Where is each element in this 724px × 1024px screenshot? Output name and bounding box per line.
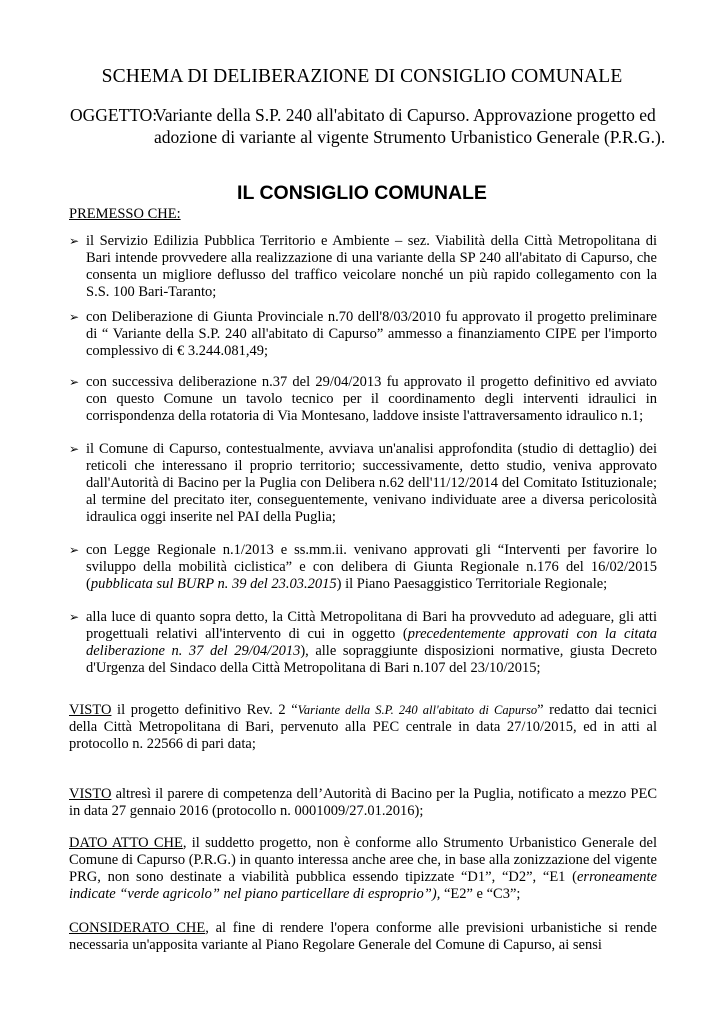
premise-item bbox=[69, 441, 657, 526]
dato-atto-paragraph bbox=[69, 835, 657, 903]
visto-keyword: VISTO bbox=[69, 786, 112, 802]
arrow-bullet-icon: ➢ bbox=[69, 543, 80, 557]
visto-paragraph bbox=[69, 702, 657, 753]
premise-item bbox=[69, 542, 657, 593]
premise-text bbox=[86, 609, 657, 677]
premise-item bbox=[69, 233, 657, 301]
document-title: SCHEMA DI DELIBERAZIONE DI CONSIGLIO COMUNALE bbox=[101, 66, 623, 87]
premise-text-part: ), alle sopraggiunte disposizioni normative, giusta Decreto d'Urgenza del Sindaco della Città Metropolitana di Bari n.107 del 23/10/2015; bbox=[86, 643, 657, 676]
dato-atto-keyword: DATO ATTO CHE bbox=[69, 835, 183, 851]
paragraph-text: , al fine di rendere l'opera conforme alle previsioni urbanistiche si rende necessaria un'apposita variante al Piano Regolare Generale del Comune di Capurso, ai sensi bbox=[69, 920, 657, 953]
premise-italic-part: pubblicata sul BURP n. 39 del 23.03.2015 bbox=[90, 576, 337, 592]
subject-line-2: adozione di variante al vigente Strumento Urbanistico Generale (P.R.G.). bbox=[154, 127, 666, 147]
premise-text: il Comune di Capurso, contestualmente, avviava un'analisi approfondita (studio di dettaglio) dei reticoli che interessano il proprio territorio; successivamente, detto studio, veniva approvato dall'Autorità di Bacino per la Puglia con Delibera n.62 dell'11/12/2014 del Comitato Istituzionale; al termine del precitato iter, conseguentemente, venivano individuate aree a diversa pericolosità idraulica oggi inserite nel PAI della Puglia; bbox=[86, 441, 657, 525]
premesso-label: PREMESSO CHE: bbox=[69, 206, 181, 222]
arrow-bullet-icon: ➢ bbox=[69, 375, 80, 389]
paragraph-text: “E2” e “C3”; bbox=[440, 886, 521, 902]
subject-label: OGGETTO: bbox=[70, 105, 158, 125]
premise-text-part: con Legge Regionale n.1/2013 e ss.mm.ii. venivano approvati gli “Interventi per favorire lo sviluppo della mobilità ciclistica” e con delibera di Giunta Regionale n.176 del 16/02/2015 ( bbox=[86, 542, 657, 592]
premise-italic-part: precedentemente approvati con la citata deliberazione n. 37 del 29/04/2013 bbox=[86, 626, 657, 659]
premise-text bbox=[86, 542, 657, 593]
premise-text: con Deliberazione di Giunta Provinciale n.70 dell'8/03/2010 fu approvato il progetto preliminare di “ Variante della S.P. 240 all'abitato di Capurso” ammesso a finanziamento CIPE per l'importo complessivo di € 3.244.081,49; bbox=[86, 309, 657, 359]
premise-item bbox=[69, 374, 657, 425]
arrow-bullet-icon: ➢ bbox=[69, 442, 80, 456]
subject-line-1: Variante della S.P. 240 all'abitato di Capurso. Approvazione progetto ed bbox=[154, 105, 656, 125]
subject-block bbox=[70, 104, 665, 148]
premise-text-part: alla luce di quanto sopra detto, la Città Metropolitana di Bari ha provveduto ad adeguare, gli atti progettuali relativi all'intervento di cui in oggetto ( bbox=[86, 609, 657, 642]
considerato-keyword: CONSIDERATO CHE bbox=[69, 920, 206, 936]
premise-text: con successiva deliberazione n.37 del 29/04/2013 fu approvato il progetto definitivo ed avviato con questo Comune un tavolo tecnico per il coordinamento degli interventi idraulici in corrispondenza della rotatoria di Via Montesano, laddove insiste l'attraversamento idraulico n.1; bbox=[86, 374, 657, 424]
arrow-bullet-icon: ➢ bbox=[69, 610, 80, 624]
council-heading: IL CONSIGLIO COMUNALE bbox=[237, 182, 487, 204]
premise-text-part: ) il Piano Paesaggistico Territoriale Regionale; bbox=[336, 576, 608, 592]
premise-item bbox=[69, 309, 657, 360]
paragraph-text: altresì il parere di competenza dell’Autorità di Bacino per la Puglia, notificato a mezzo PEC in data 27 gennaio 2016 (protocollo n. 0001009/27.01.2016); bbox=[69, 786, 657, 819]
premise-item bbox=[69, 609, 657, 677]
paragraph-text: ” redatto dai tecnici della Città Metropolitana di Bari, pervenuto alla PEC centrale in data 27/10/2015, ed in atti al protocollo n. 22566 di pari data; bbox=[69, 702, 657, 752]
paragraph-italic: Variante della S.P. 240 all'abitato di Capurso bbox=[297, 703, 538, 717]
arrow-bullet-icon: ➢ bbox=[69, 310, 80, 324]
visto-paragraph bbox=[69, 786, 657, 820]
considerato-paragraph bbox=[69, 920, 657, 954]
paragraph-italic: erroneamente indicate “verde agricolo” nel piano particellare di esproprio”), bbox=[69, 869, 657, 902]
arrow-bullet-icon: ➢ bbox=[69, 234, 80, 248]
premise-text: il Servizio Edilizia Pubblica Territorio e Ambiente – sez. Viabilità della Città Metropolitana di Bari intende provvedere alla realizzazione di una variante della SP 240 all'abitato di Capurso, che consenta un migliore deflusso del traffico veicolare nonché un più rapido collegamento con la S.S. 100 Bari-Taranto; bbox=[86, 233, 657, 300]
visto-keyword: VISTO bbox=[69, 702, 112, 718]
paragraph-text: il progetto definitivo Rev. 2 “ bbox=[111, 702, 298, 718]
paragraph-text: , il suddetto progetto, non è conforme allo Strumento Urbanistico Generale del Comune di Capurso (P.R.G.) in quanto interessa anche aree che, in base alla zonizzazione del vigente PRG, non sono destinate a viabilità pubblica essendo tipizzate “D1”, “D2”, “E1 ( bbox=[69, 835, 657, 885]
